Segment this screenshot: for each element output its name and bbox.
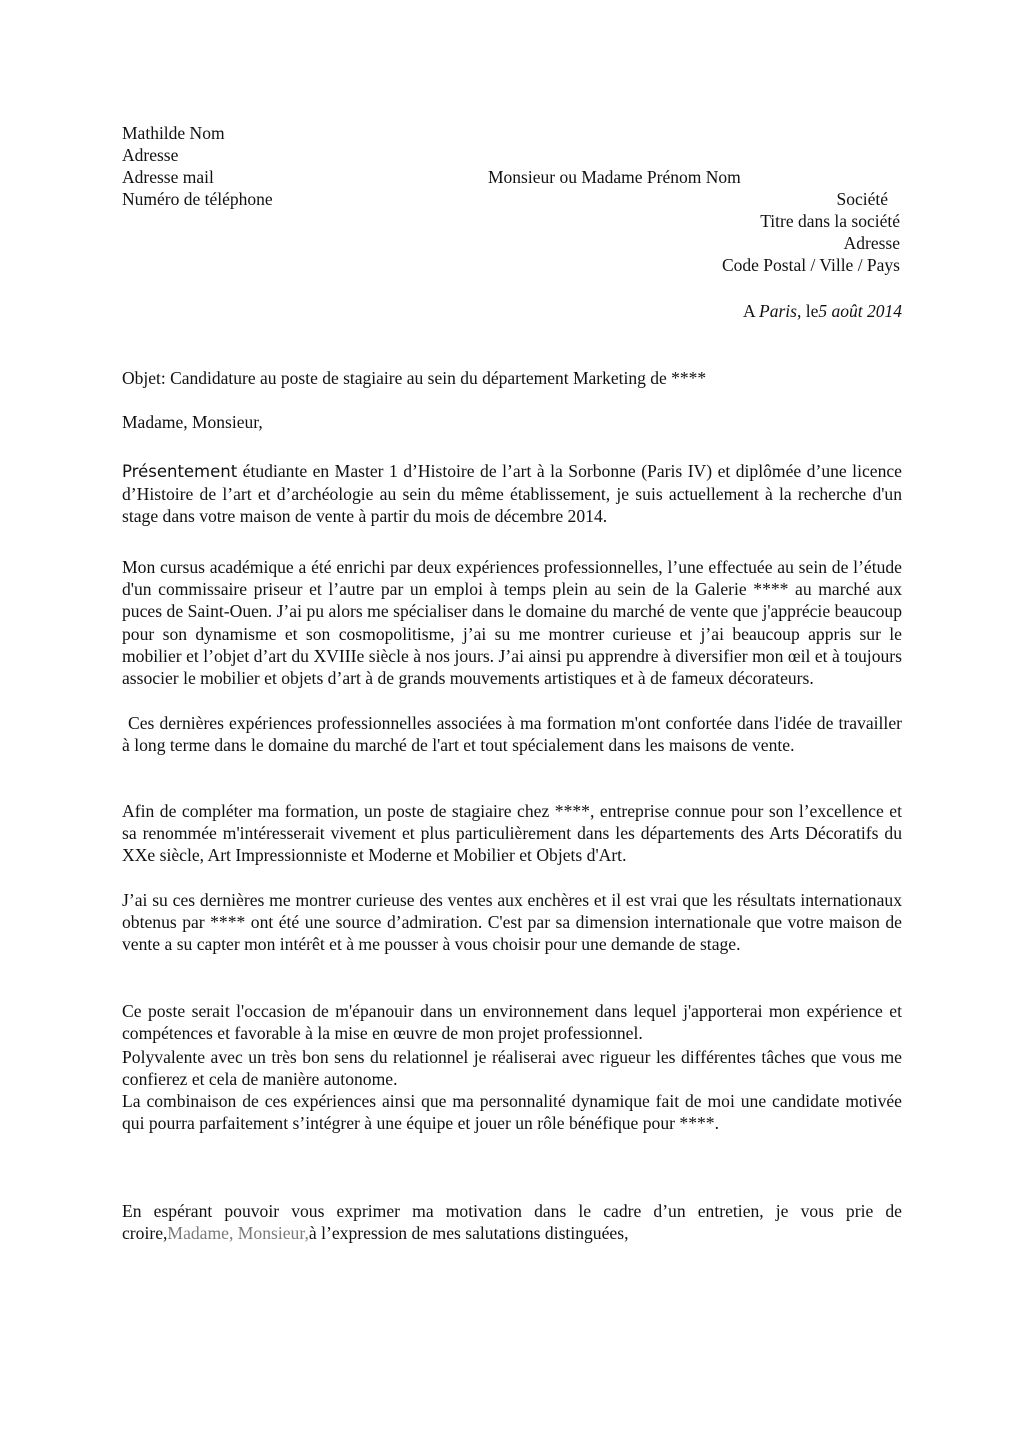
closing-before: En espérant pouvoir vous exprimer ma motivation dans le cadre d’un entretien, je vous prie de croire, [122,1201,902,1244]
body-paragraph-8: La combinaison de ces expériences ainsi que ma personnalité dynamique fait de moi une candidate motivée qui pourra parfaitement s’intégrer à une équipe et jouer un rôle bénéfique pour ****. [122,1091,902,1134]
recipient-title: Titre dans la société [760,211,900,231]
letter-salutation: Madame, Monsieur, [122,412,263,432]
sender-email: Adresse mail [122,167,214,187]
date-middle: , le [796,301,819,321]
date-day: 5 août 2014 [818,301,902,321]
letter-subject: Objet: Candidature au poste de stagiaire au sein du département Marketing de **** [122,368,707,388]
sender-name: Mathilde Nom [122,123,225,143]
recipient-postal: Code Postal / Ville / Pays [721,255,900,275]
body-paragraph-1-lead: Présentement [122,462,238,481]
body-paragraph-4: Afin de compléter ma formation, un poste de stagiaire chez ****, entreprise connue pour son l’excellence et sa renommée m'intéresserait vivement et plus particulièrement dans les départements des Arts Décoratifs du XXe siècle, Art Impressionniste et Moderne et Mobilier et Objets d'Art. [122,801,902,866]
body-paragraph-3: Ces dernières expériences professionnelles associées à ma formation m'ont confortée dans l'idée de travailler à long terme dans le domaine du marché de l'art et tout spécialement dans les maisons de vente. [122,713,902,756]
body-paragraph-1-rest: étudiante en Master 1 d’Histoire de l’art à la Sorbonne (Paris IV) et diplômée d’une licence d’Histoire de l’art et d’archéologie au sein du même établissement, je suis actuellement à la recherche d'un stage dans votre maison de vente à partir du mois de décembre 2014. [122,461,902,527]
sender-address: Adresse [122,145,179,165]
recipient-address: Adresse [843,233,900,253]
body-paragraph-6: Ce poste serait l'occasion de m'épanouir dans un environnement dans lequel j'apporterai mon expérience et compétences et favorable à la mise en œuvre de mon projet professionnel. [122,1001,902,1044]
body-paragraph-5: J’ai su ces dernières me montrer curieuse des ventes aux enchères et il est vrai que les résultats internationaux obtenus par **** ont été une source d’admiration. C'est par sa dimension internationale que votre maison de vente a su capter mon intérêt et à me pousser à vous choisir pour une demande de stage. [122,890,902,955]
recipient-company: Société [836,189,888,209]
closing-after: à l’expression de mes salutations distinguées, [308,1223,629,1244]
body-paragraph-1 [122,460,902,528]
letter-date [743,300,902,322]
sender-phone: Numéro de téléphone [122,189,273,209]
closing-paragraph [122,1200,902,1244]
date-prefix: A [742,301,760,321]
date-city: Paris [759,301,797,321]
sender-block [122,122,442,210]
recipient-name: Monsieur ou Madame Prénom Nom [488,167,741,187]
body-paragraph-2: Mon cursus académique a été enrichi par deux expériences professionnelles, l’une effectuée au sein de l’étude d'un commissaire priseur et l’autre par un emploi à temps plein au sein de la Galerie **** au marché aux puces de Saint-Ouen. J’ai pu alors me spécialiser dans le domaine du marché de vente que j'apprécie beaucoup pour son dynamisme et son cosmopolitisme, j’ai su me montrer curieuse et j’ai beaucoup appris sur le mobilier et l’objet d’art du XVIIIe siècle à nos jours. J’ai ainsi pu apprendre à diversifier mon œil et à toujours associer le mobilier et objets d’art à de grands mouvements artistiques et à de fameux décorateurs. [122,557,902,689]
closing-highlight: Madame, Monsieur, [167,1223,309,1244]
body-paragraph-7: Polyvalente avec un très bon sens du relationnel je réaliserai avec rigueur les différentes tâches que vous me confierez et cela de manière autonome. [122,1047,902,1090]
